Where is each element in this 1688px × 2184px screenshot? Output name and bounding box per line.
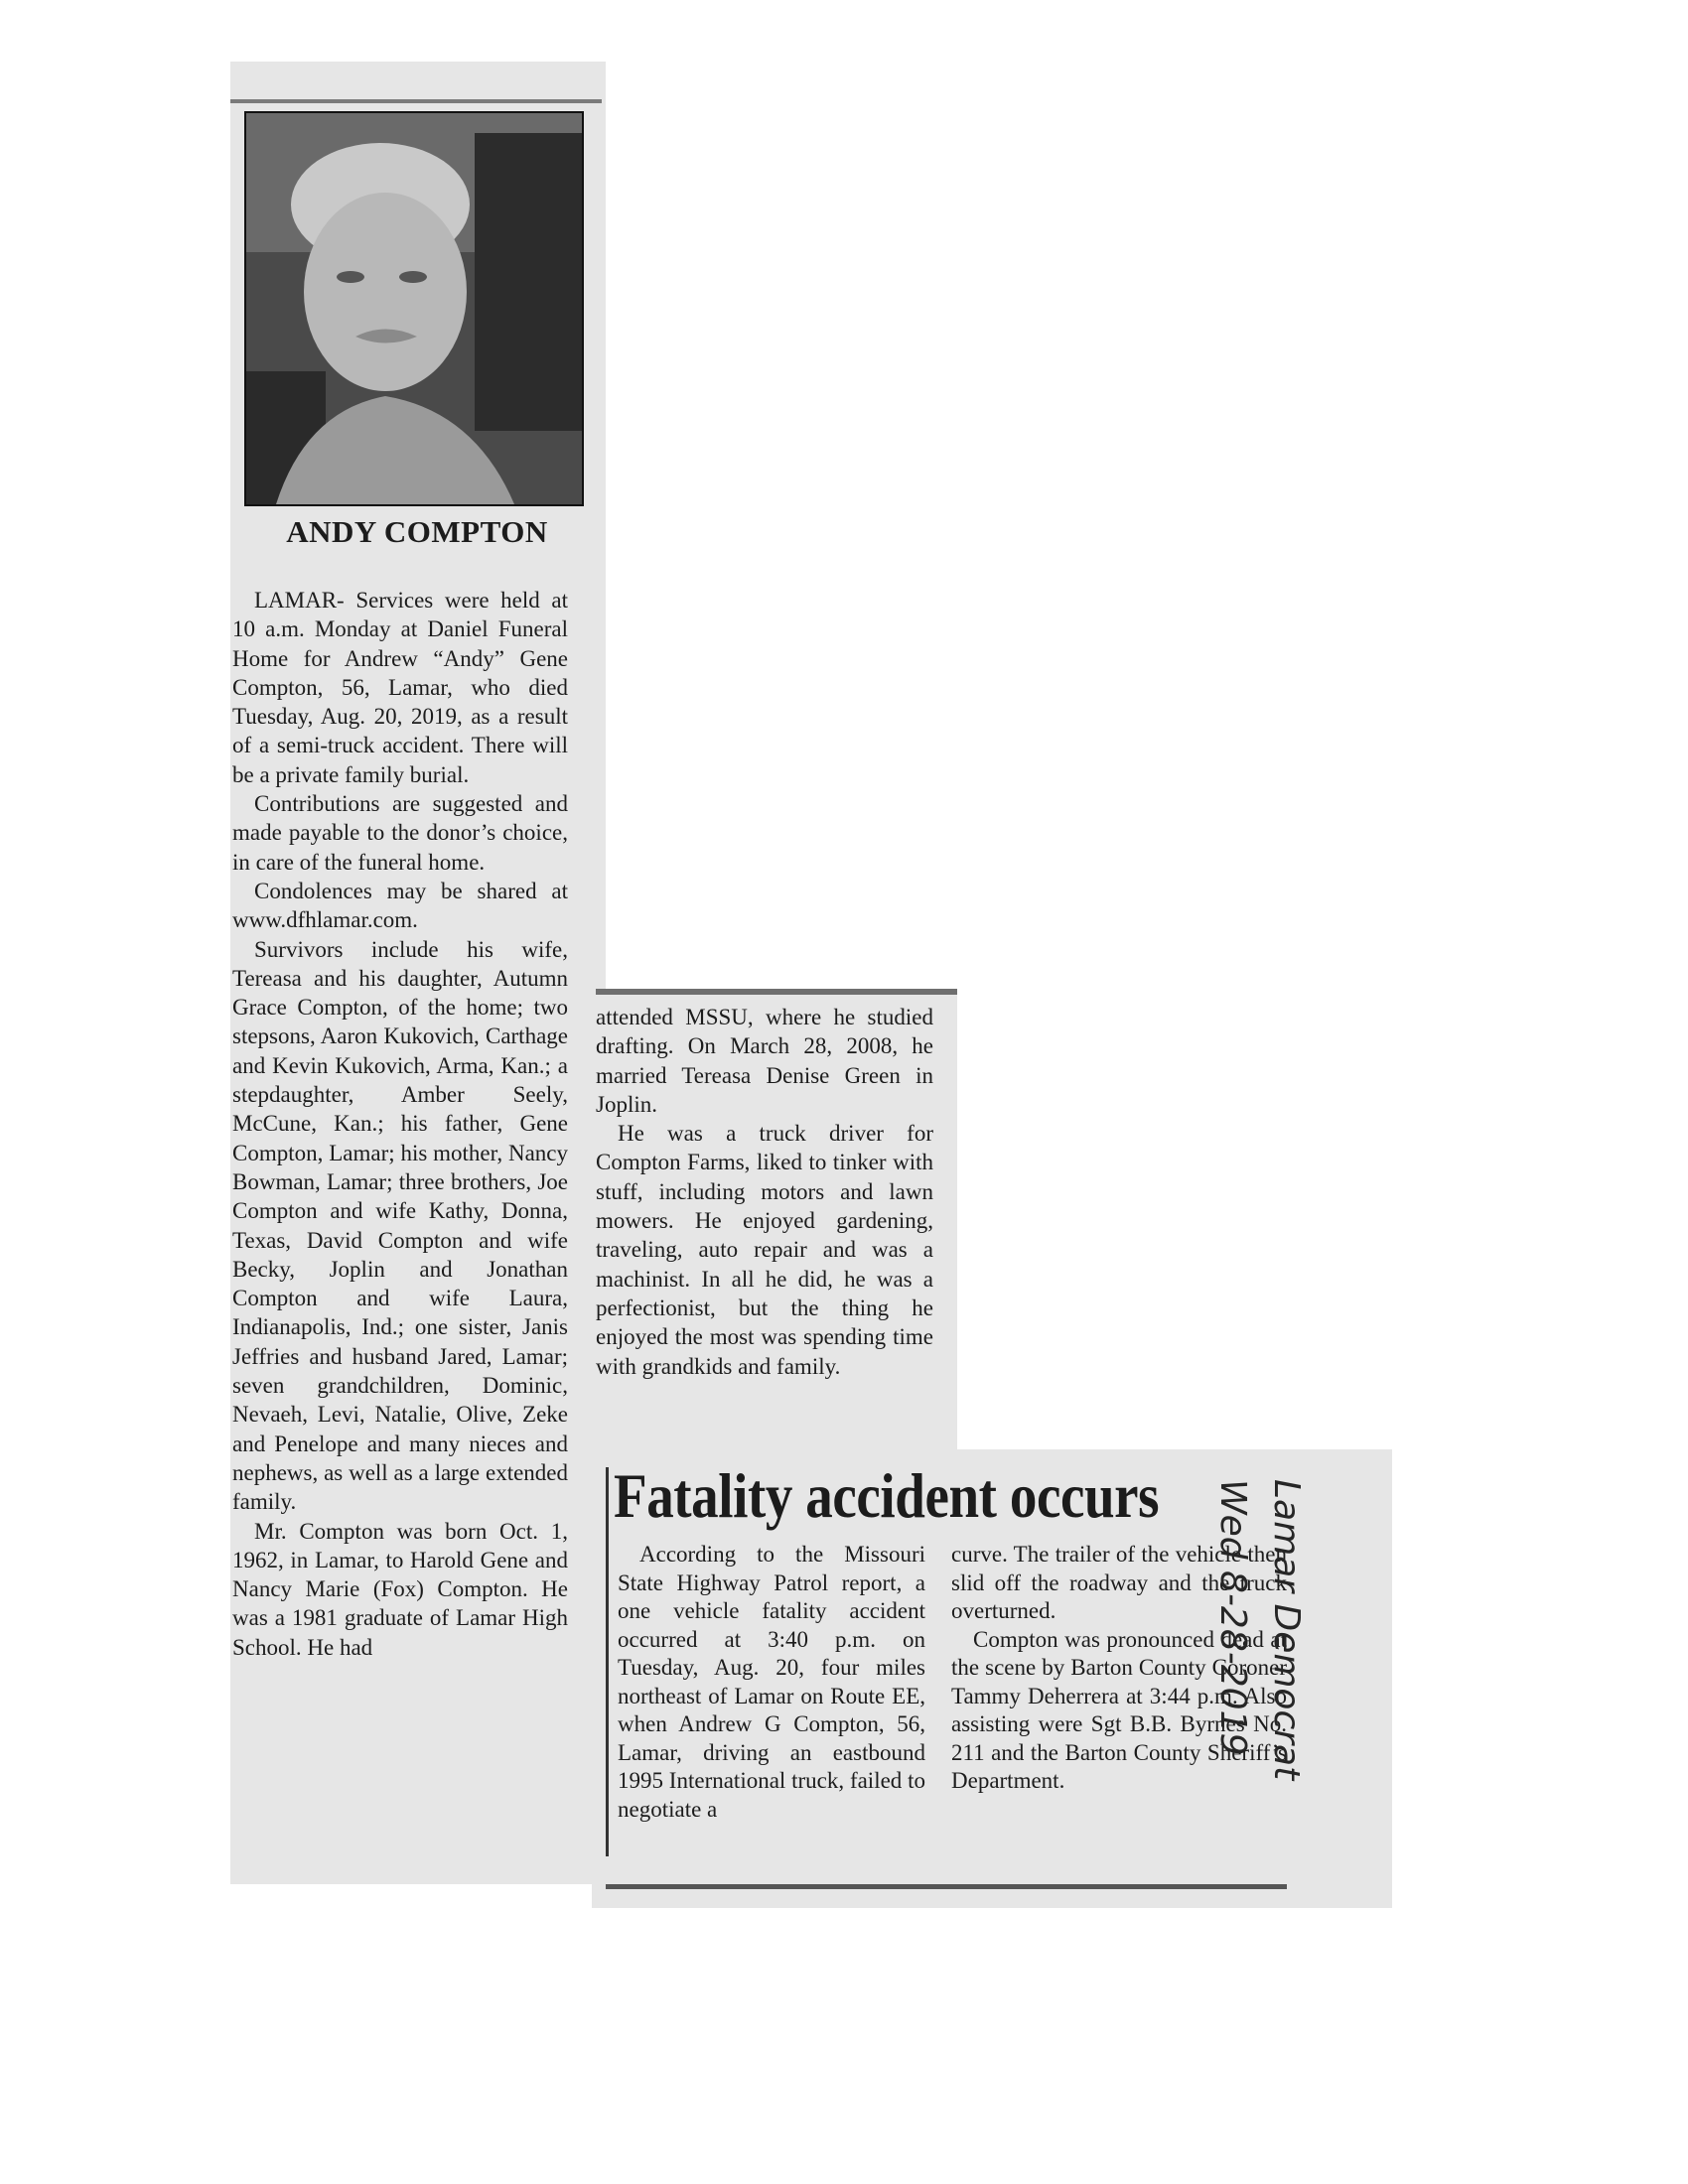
- obituary-column-2: [596, 1003, 933, 1381]
- accident-headline: Fatality accident occurs: [614, 1460, 1160, 1531]
- portrait-photo: [244, 111, 584, 506]
- obituary-paragraph: LAMAR- Services were held at 10 a.m. Monday at Daniel Funeral Home for Andrew “Andy” Gene Compton, 56, Lamar, who died Tuesday, Aug. 20, 2019, as a result of a semi-truck accident. There will be a private family burial.: [232, 588, 568, 787]
- obituary-column-1: [232, 586, 568, 1662]
- obituary-paragraph: Mr. Compton was born Oct. 1, 1962, in Lamar, to Harold Gene and Nancy Marie (Fox) Compton. He was a 1981 graduate of Lamar High School. He had: [232, 1518, 568, 1660]
- clipping-top-rule: [230, 99, 602, 103]
- accident-column-1: [618, 1541, 925, 1824]
- accident-paragraph: curve. The trailer of the vehicle then slid off the roadway and the truck overturned.: [951, 1542, 1287, 1623]
- obituary-headline: ANDY COMPTON: [286, 514, 548, 549]
- column-top-rule: [596, 989, 957, 995]
- article-border-rule: [606, 1467, 609, 1856]
- obituary-paragraph: Survivors include his wife, Tereasa and his daughter, Autumn Grace Compton, of the home; two stepsons, Aaron Kukovich, Carthage and Kevin Kukovich, Arma, Kan.; a stepdaughter, Amber Seely, McCune, Kan.; his father, Gene Compton, Lamar; his mother, Nancy Bowman, Lamar; three brothers, Joe Compton and wife Kathy, Donna, Texas, David Compton and wife Becky, Joplin and Jonathan Compton and wife Laura, Indianapolis, Ind.; one sister, Janis Jeffries and husband Jared, Lamar; seven grandchildren, Dominic, Nevaeh, Levi, Natalie, Olive, Zeke and Penelope and many nieces and nephews, as well as a large extended family.: [232, 936, 568, 1515]
- obituary-paragraph: Contributions are suggested and made payable to the donor’s choice, in care of the funeral home.: [232, 791, 568, 875]
- accident-paragraph: Compton was pronounced dead at the scene by Barton County Coroner Tammy Deherrera at 3:44 p.m. Also assisting were Sgt B.B. Byrnes No. 211 and the Barton County Sheriff’s Department.: [951, 1626, 1287, 1793]
- clipping-bottom-rule: [606, 1884, 1287, 1889]
- obituary-paragraph: Condolences may be shared at www.dfhlamar.com.: [232, 878, 568, 933]
- handwritten-source-note: [1205, 1479, 1313, 1896]
- accident-paragraph: According to the Missouri State Highway Patrol report, a one vehicle fatality accident occurred at 3:40 p.m. on Tuesday, Aug. 20, four miles northeast of Lamar on Route EE, when Andrew G Compton, 56, Lamar, driving an eastbound 1995 International truck, failed to negotiate a: [618, 1542, 925, 1822]
- obituary-paragraph: attended MSSU, where he studied drafting. On March 28, 2008, he married Tereasa Denise Green in Joplin.: [596, 1005, 933, 1117]
- obituary-paragraph: He was a truck driver for Compton Farms, liked to tinker with stuff, including motors and lawn mowers. He enjoyed gardening, traveling, auto repair and was a machinist. In all he did, he was a perfectionist, but the thing he enjoyed the most was spending time with grandkids and family.: [596, 1121, 933, 1379]
- handwritten-newspaper-name: Lamar Democrat: [1266, 1479, 1307, 1781]
- handwritten-date: Wed 8-28-2019: [1212, 1479, 1253, 1756]
